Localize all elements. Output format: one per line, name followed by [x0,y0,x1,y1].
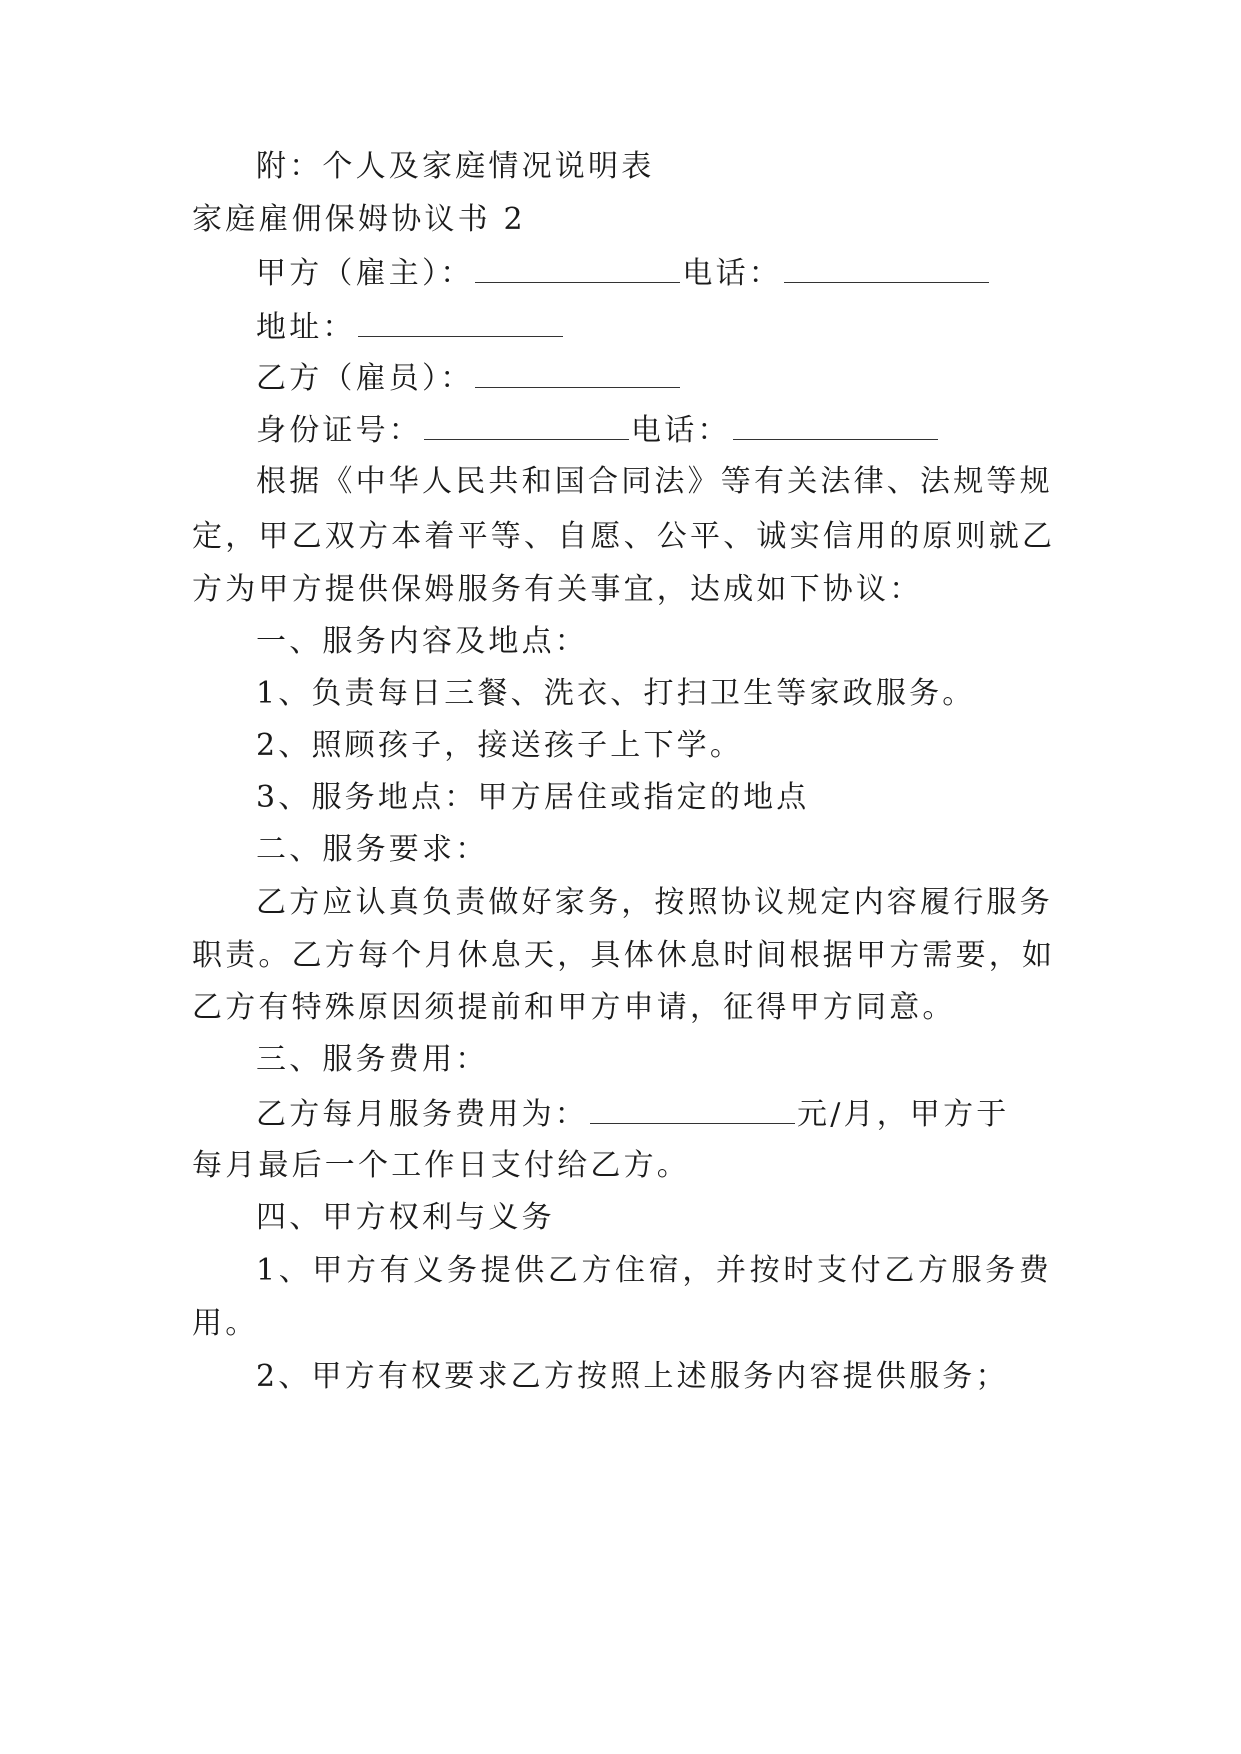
party-a-row [256,252,1052,294]
section-2-line-3: 乙方有特殊原因须提前和甲方申请，征得甲方同意。 [192,990,956,1025]
section-2-heading: 二、服务要求： [256,832,489,867]
section-4-item-1-line-1: 1、甲方有义务提供乙方住宿，并按时支付乙方服务费 [256,1253,1052,1288]
address-label: 地址： [256,310,356,345]
party-a-phone-blank[interactable] [784,252,989,283]
intro-line-1: 根据《中华人民共和国合同法》等有关法律、法规等规 [256,464,1053,499]
intro-line-2: 定，甲乙双方本着平等、自愿、公平、诚实信用的原则就乙 [192,519,1056,554]
id-label: 身份证号： [256,413,422,448]
fee-suffix: 元/月，甲方于 [797,1097,1010,1132]
id-phone-label: 电话： [631,413,731,448]
party-b-label: 乙方（雇员）： [256,361,474,396]
section-1-item-3: 3、服务地点：甲方居住或指定的地点 [256,780,810,815]
fee-row [256,1093,1052,1135]
address-row [256,306,1052,348]
party-b-row [256,357,1052,399]
section-2-line-1: 乙方应认真负责做好家务，按照协议规定内容履行服务 [256,885,1053,920]
attachment-line: 附：个人及家庭情况说明表 [256,149,655,184]
intro-line-3: 方为甲方提供保姆服务有关事宜，达成如下协议： [192,572,923,607]
id-number-blank[interactable] [424,409,629,440]
monthly-fee-blank[interactable] [590,1093,795,1124]
section-4-item-1-line-2: 用。 [192,1306,259,1341]
section-1-heading: 一、服务内容及地点： [256,624,588,659]
address-blank[interactable] [358,306,563,337]
fee-line-2: 每月最后一个工作日支付给乙方。 [192,1148,690,1183]
document-title: 家庭雇佣保姆协议书 2 [192,202,526,237]
party-b-phone-blank[interactable] [733,409,938,440]
section-1-item-1: 1、负责每日三餐、洗衣、打扫卫生等家政服务。 [256,676,976,711]
party-a-label: 甲方（雇主）： [256,256,474,291]
party-b-name-blank[interactable] [475,357,680,388]
party-a-name-blank[interactable] [475,252,680,283]
section-4-item-2: 2、甲方有权要求乙方按照上述服务内容提供服务； [256,1359,1009,1394]
section-2-line-2: 职责。乙方每个月休息天，具体休息时间根据甲方需要，如 [192,938,1056,973]
fee-prefix: 乙方每月服务费用为： [256,1097,588,1132]
party-a-phone-label: 电话： [682,256,783,291]
section-1-item-2: 2、照顾孩子，接送孩子上下学。 [256,728,744,763]
section-4-heading: 四、甲方权利与义务 [256,1200,555,1235]
section-3-heading: 三、服务费用： [256,1042,489,1077]
id-row [256,409,1052,451]
